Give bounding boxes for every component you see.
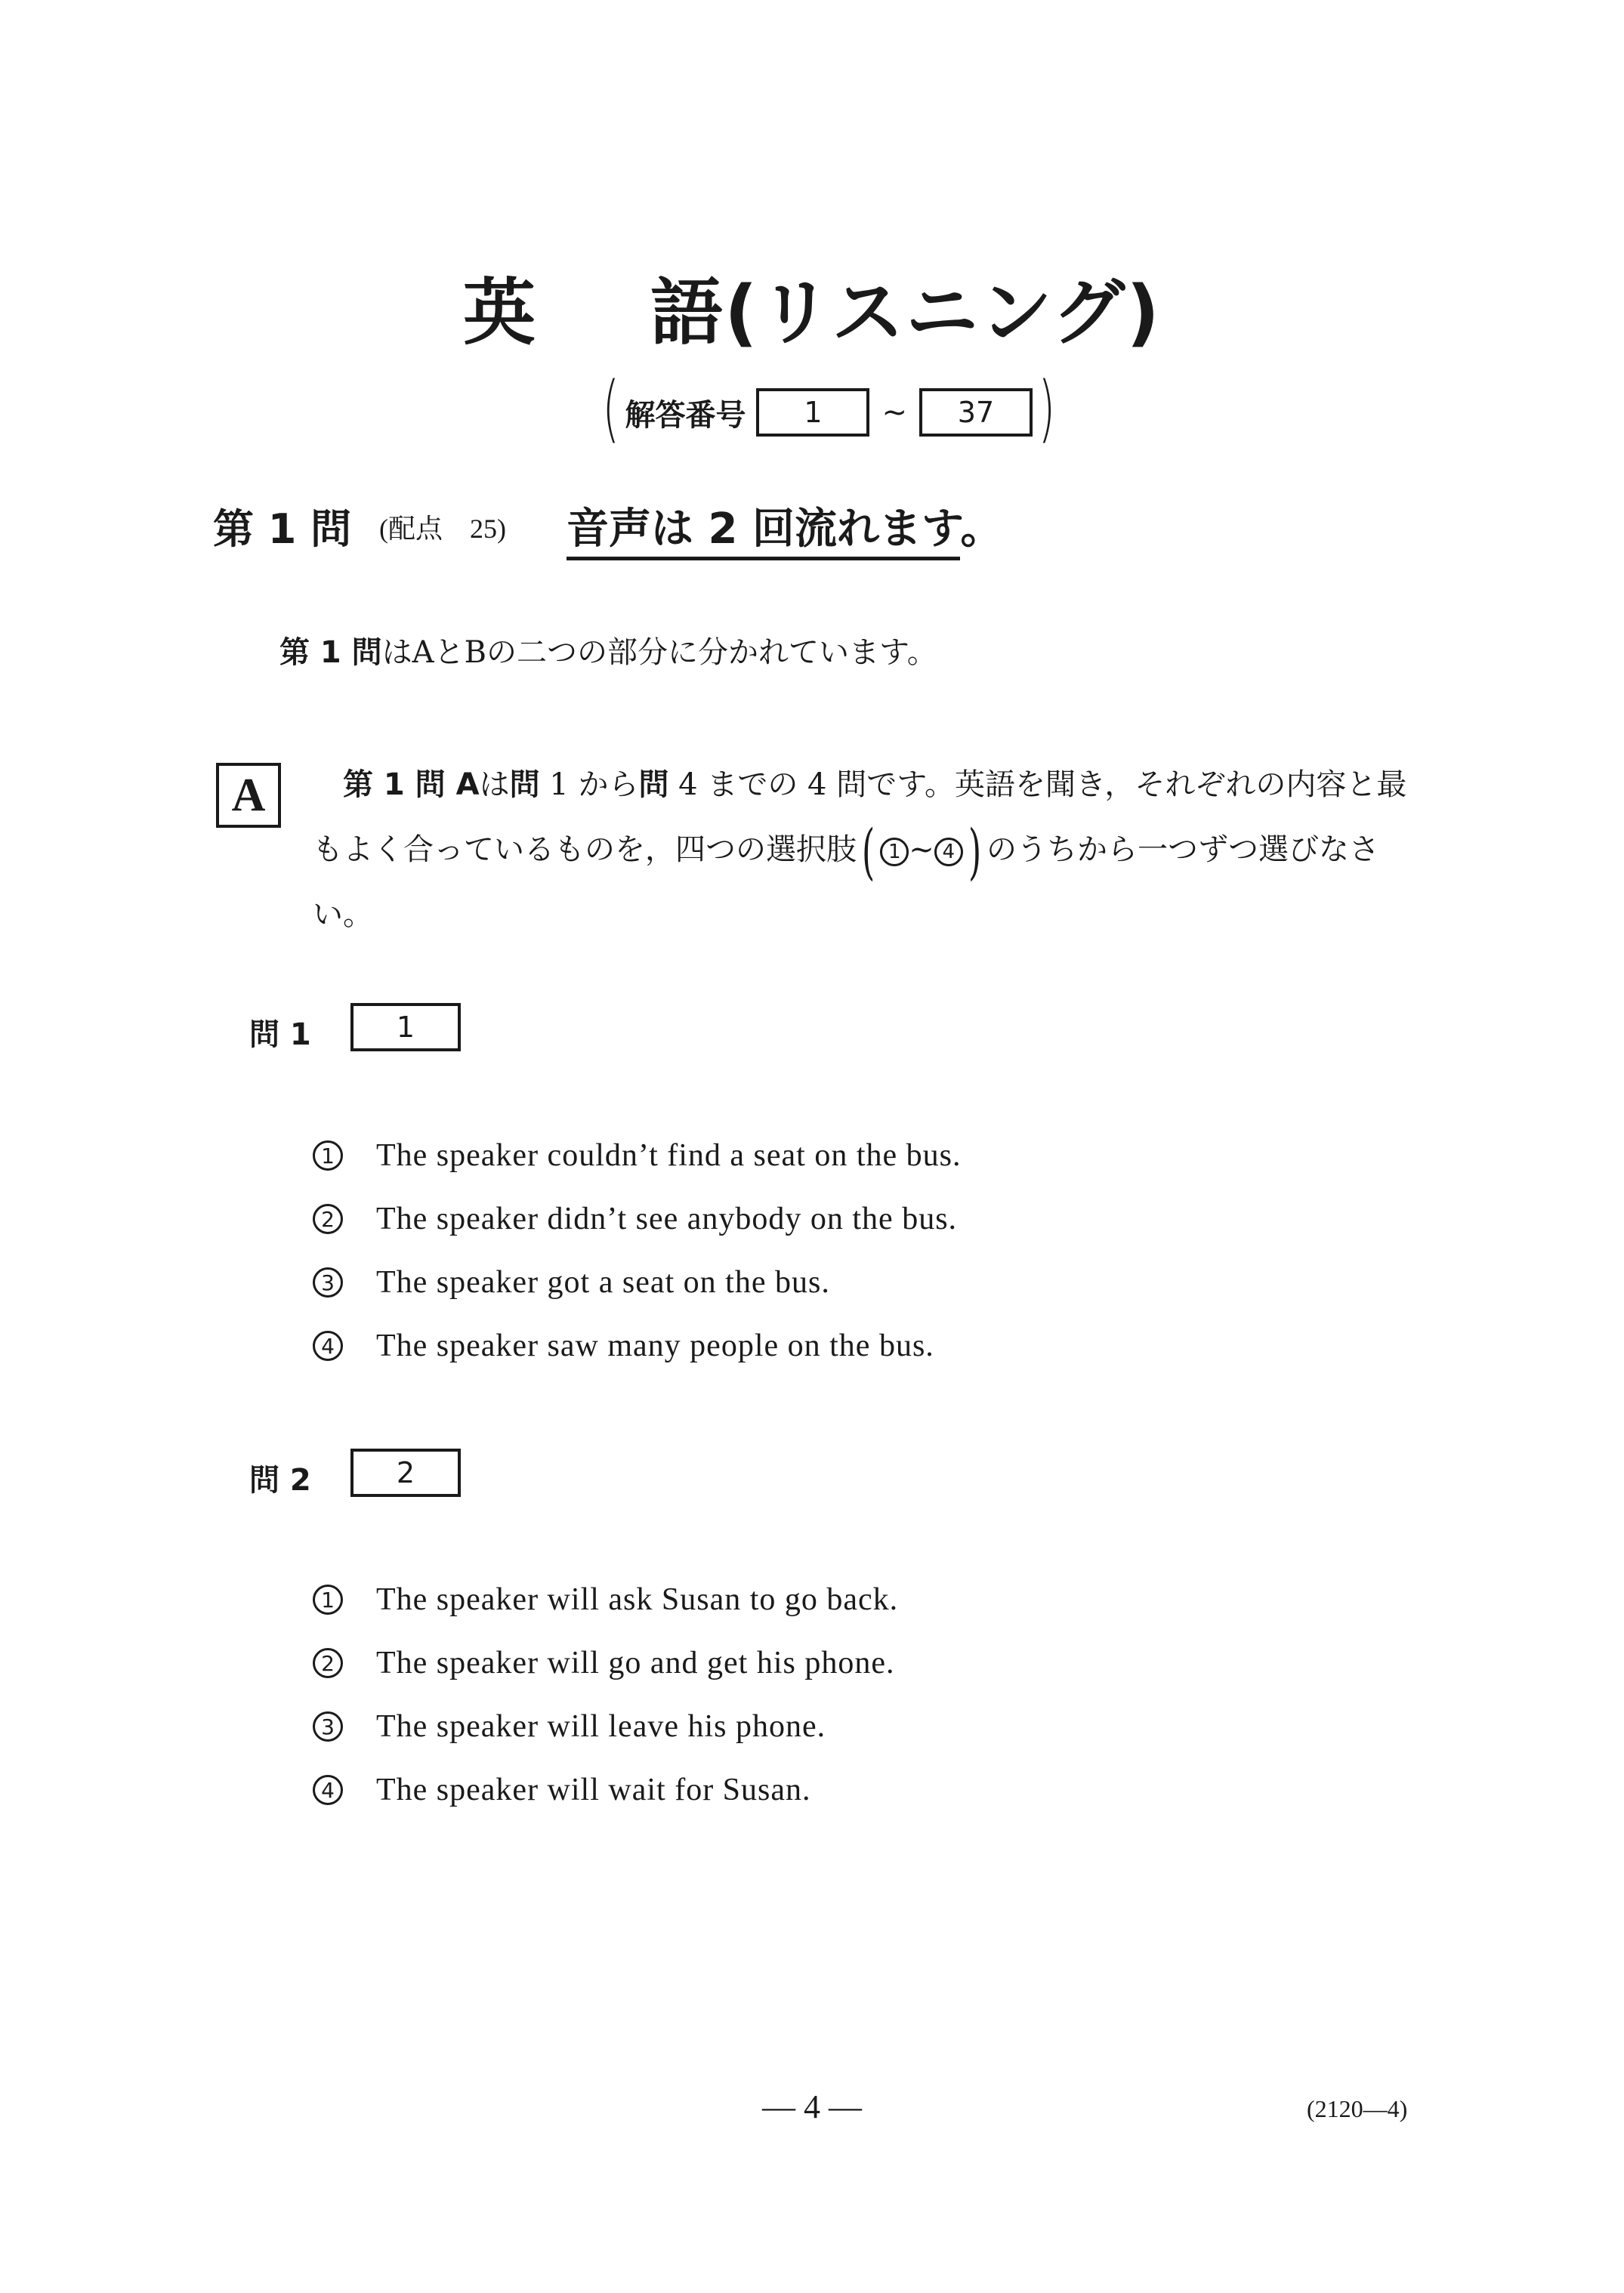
- audio-note: [567, 495, 1002, 556]
- part-a-bold-2: 問: [509, 767, 540, 802]
- choice-from-circle: 1: [880, 838, 909, 866]
- page-title: [0, 255, 1624, 359]
- title-part2: 語(リスニング): [650, 270, 1161, 355]
- option-text: The speaker saw many people on the bus.: [376, 1329, 934, 1363]
- section-title: 第 1 問: [213, 505, 352, 553]
- intro-bold: 第 1 問: [279, 635, 382, 670]
- part-a-text-5: のうちから一つずつ選びなさ: [986, 832, 1379, 867]
- choice-to-circle: 4: [934, 838, 963, 866]
- option-number-circle: 2: [313, 1204, 343, 1234]
- option: [313, 1568, 898, 1631]
- answer-range-end-box: 37: [919, 388, 1033, 437]
- answer-range: [597, 366, 1061, 451]
- part-a-text-4: もよく合っているものを，四つの選択肢: [313, 832, 857, 867]
- part-a-bold-1: 第 1 問 A: [343, 767, 480, 802]
- option-number-circle: 2: [313, 1648, 343, 1678]
- section-points: (配点 25): [379, 514, 506, 544]
- part-a-text-2: 1 から: [539, 767, 639, 802]
- left-paren: (: [602, 366, 619, 451]
- option-number-circle: 3: [313, 1267, 343, 1298]
- part-a-instructions: [313, 752, 1431, 947]
- option-text: The speaker will ask Susan to go back.: [376, 1582, 899, 1617]
- option-text: The speaker will wait for Susan.: [376, 1773, 811, 1807]
- choice-left-paren: (: [862, 816, 875, 887]
- option-number-circle: 1: [313, 1585, 343, 1615]
- part-a-text-3: 4 までの 4 問です。英語を聞き，それぞれの内容と最: [668, 767, 1407, 802]
- audio-note-text: 音声は 2 回流れます: [567, 505, 960, 560]
- option-number-circle: 3: [313, 1711, 343, 1742]
- intro-text: はAとBの二つの部分に分かれています。: [381, 635, 937, 670]
- choice-tilde: ~: [909, 832, 934, 867]
- option-number-circle: 4: [313, 1775, 343, 1805]
- question-2-options: [313, 1568, 898, 1822]
- option: [313, 1758, 898, 1822]
- answer-range-start-box: 1: [756, 388, 869, 437]
- option: [313, 1124, 962, 1187]
- part-a-text-1: は: [479, 767, 510, 802]
- option-text: The speaker will go and get his phone.: [376, 1646, 895, 1680]
- answer-range-label: 解答番号: [625, 397, 746, 433]
- part-a-text-6: い。: [313, 897, 373, 932]
- title-part1: 英: [463, 270, 538, 355]
- option-text: The speaker will leave his phone.: [376, 1709, 826, 1744]
- part-a-label: A: [216, 763, 281, 828]
- question-2-answer-box: 2: [350, 1449, 461, 1497]
- option-text: The speaker didn’t see anybody on the bus.: [376, 1202, 958, 1236]
- question-1-options: [313, 1124, 962, 1378]
- option-number-circle: 1: [313, 1140, 343, 1171]
- section-intro: [279, 628, 937, 671]
- answer-range-tilde: ~: [881, 395, 907, 430]
- page-code: (2120—4): [1307, 2095, 1408, 2122]
- audio-note-end: 。: [960, 505, 1003, 554]
- option-text: The speaker couldn’t find a seat on the bus.: [376, 1138, 962, 1173]
- part-a-bold-3: 問: [638, 767, 669, 802]
- page-number: — 4 —: [762, 2088, 862, 2125]
- option: [313, 1187, 962, 1251]
- question-2-label: 問 2: [249, 1463, 311, 1498]
- question-1-label: 問 1: [249, 1017, 311, 1052]
- right-paren: ): [1038, 366, 1055, 451]
- question-1-answer-box: 1: [350, 1003, 461, 1051]
- option: [313, 1314, 962, 1378]
- option: [313, 1251, 962, 1314]
- option-number-circle: 4: [313, 1331, 343, 1361]
- choice-right-paren: ): [968, 816, 981, 887]
- option-text: The speaker got a seat on the bus.: [376, 1265, 830, 1300]
- option: [313, 1695, 898, 1758]
- option: [313, 1631, 898, 1695]
